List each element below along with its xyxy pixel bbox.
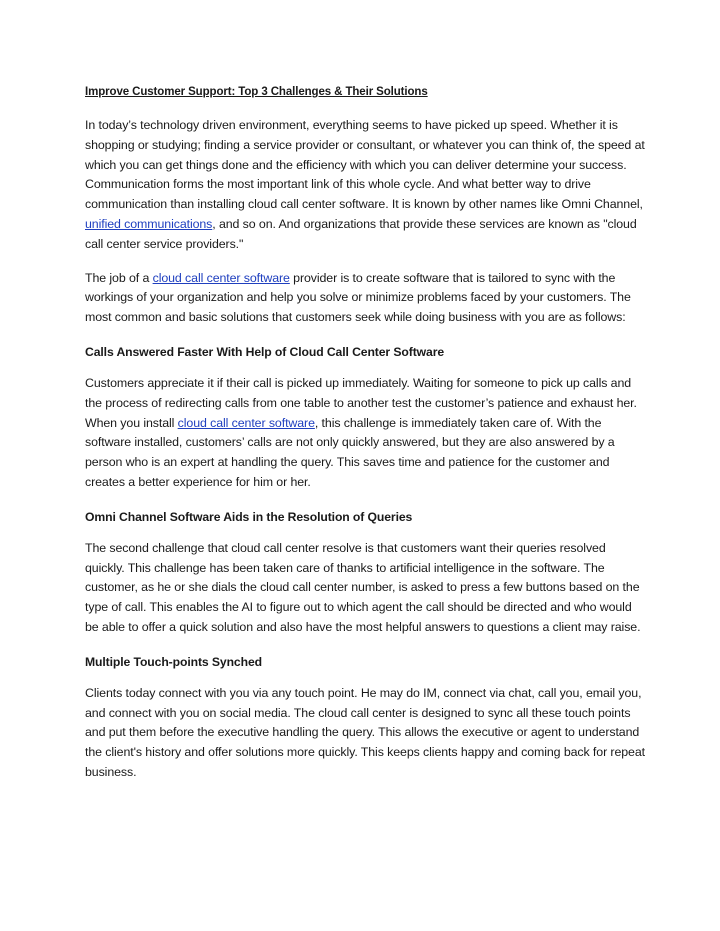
unified-communications-link[interactable]: unified communications: [85, 216, 213, 231]
section-heading-calls-answered: Calls Answered Faster With Help of Cloud Call Center Software: [85, 344, 445, 359]
cloud-call-center-software-link-2[interactable]: cloud call center software: [177, 415, 315, 430]
intro-paragraph: [85, 116, 645, 255]
job-paragraph: [85, 269, 645, 328]
calls-answered-text-start: Customers appreciate it if their call is picked up immediately. Waiting for someone to pick up calls and the process of redirecting calls from one table to another test the customer’s patience and exhaust her. When you install: [85, 375, 637, 430]
section-heading-omni-channel: Omni Channel Software Aids in the Resolution of Queries: [85, 509, 413, 524]
document-title: Improve Customer Support: Top 3 Challenges & Their Solutions: [85, 86, 428, 98]
section-heading-touch-points: Multiple Touch-points Synched: [85, 654, 262, 669]
job-text-start: The job of a: [85, 270, 153, 285]
cloud-call-center-software-link[interactable]: cloud call center software: [152, 270, 290, 285]
document-page: [85, 82, 645, 797]
omni-channel-paragraph: The second challenge that cloud call center resolve is that customers want their queries resolved quickly. This challenge has been taken care of thanks to artificial intelligence in the software. The customer, as he or she dials the cloud call center number, is asked to press a few buttons based on the type of call. This enables the AI to figure out to which agent the call should be directed and who would be able to offer a quick solution and also have the most helpful answers to questions a client may raise.: [85, 540, 641, 634]
calls-answered-text-end: , this challenge is immediately taken care of. With the software installed, customers’ calls are not only quickly answered, but they are also answered by a person who is an expert at handling the query. This saves time and patience for the customer and creates a better experience for him or her.: [85, 415, 615, 489]
calls-answered-paragraph: [85, 374, 645, 493]
touch-points-paragraph: Clients today connect with you via any touch point. He may do IM, connect via chat, call you, email you, and connect with you on social media. The cloud call center is designed to sync all these touch points and put them before the executive handling the query. This allows the executive or agent to understand the client's history and offer solutions more quickly. This keeps clients happy and coming back for repeat business.: [85, 685, 645, 779]
job-text-end: provider is to create software that is tailored to sync with the workings of your organization and help you solve or minimize problems faced by your customers. The most common and basic solutions that customers seek while doing business with you are as follows:: [85, 270, 631, 325]
intro-text-end: , and so on. And organizations that provide these services are known as "cloud call center service providers.": [85, 216, 637, 251]
intro-text-start: In today’s technology driven environment, everything seems to have picked up speed. Whether it is shopping or studying; finding a service provider or consultant, or whatever you can think of, the speed at which you can get things done and the efficiency with which you can deliver determine your success. Communication forms the most important link of this whole cycle. And what better way to drive communication than installing cloud call center software. It is known by other names like Omni Channel,: [85, 118, 645, 212]
